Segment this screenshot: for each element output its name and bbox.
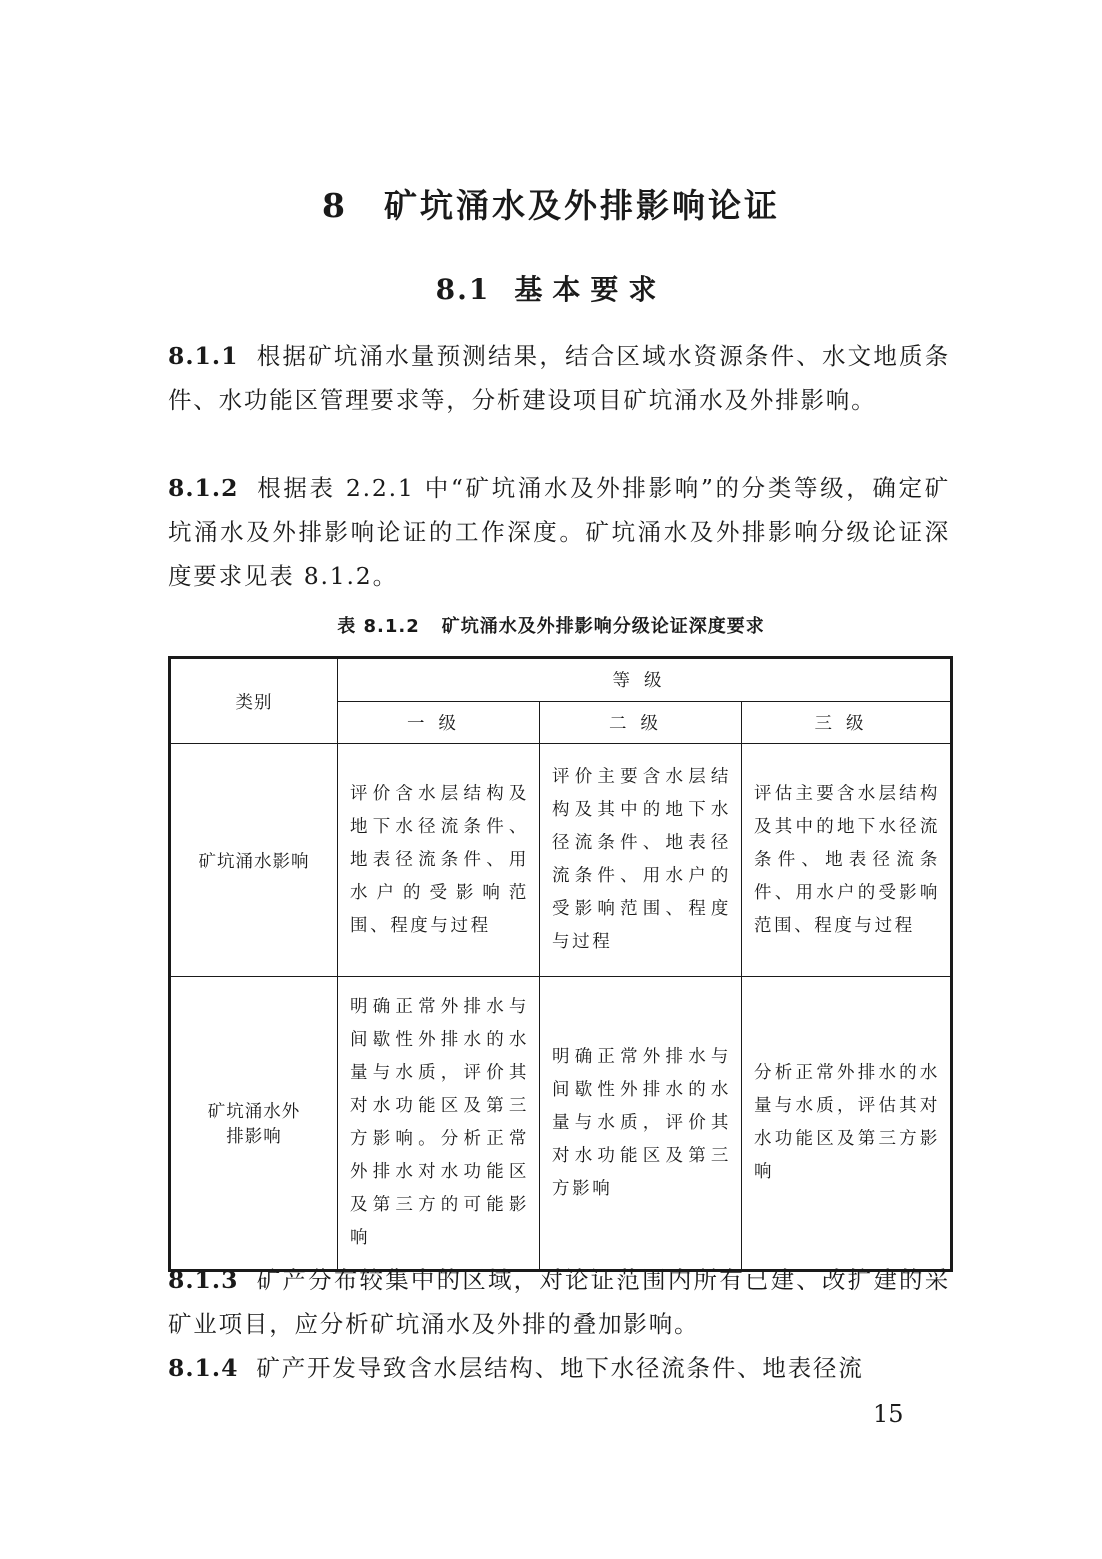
grade-requirements-table <box>168 656 953 1272</box>
clause-8-1-2 <box>168 466 950 598</box>
table-row <box>170 977 952 1271</box>
chapter-number: 8 <box>322 186 348 225</box>
grade-header: 等级 <box>338 658 952 702</box>
page-number: 15 <box>873 1400 904 1428</box>
row-category: 矿坑涌水外排影响 <box>170 977 338 1271</box>
clause-8-1-3 <box>168 1258 950 1346</box>
table-caption-number: 表 8.1.2 <box>337 616 420 637</box>
table-cell: 明确正常外排水与间歇性外排水的水量与水质，评价其对水功能区及第三方影响 <box>540 977 742 1271</box>
clause-number: 8.1.4 <box>168 1354 239 1382</box>
clause-text: 矿产开发导致含水层结构、地下水径流条件、地表径流 <box>256 1354 864 1382</box>
table-cell: 明确正常外排水与间歇性外排水的水量与水质，评价其对水功能区及第三方影响。分析正常外排水对水功能区及第三方的可能影响 <box>338 977 540 1271</box>
table-header-row <box>170 658 952 702</box>
row-category: 矿坑涌水影响 <box>170 744 338 977</box>
table-cell: 分析正常外排水的水量与水质，评估其对水功能区及第三方影响 <box>742 977 952 1271</box>
clause-number: 8.1.3 <box>168 1266 239 1294</box>
table-caption <box>0 612 1102 638</box>
category-header: 类别 <box>170 658 338 744</box>
clause-number: 8.1.2 <box>168 474 239 502</box>
table-row <box>170 744 952 977</box>
table-caption-title: 矿坑涌水及外排影响分级论证深度要求 <box>441 616 765 637</box>
grade-2-header: 二级 <box>540 701 742 743</box>
table-cell: 评价含水层结构及地下水径流条件、地表径流条件、用水户的受影响范围、程度与过程 <box>338 744 540 977</box>
table-cell: 评估主要含水层结构及其中的地下水径流条件、地表径流条件、用水户的受影响范围、程度与过程 <box>742 744 952 977</box>
grade-1-header: 一级 <box>338 701 540 743</box>
section-number: 8.1 <box>435 273 491 306</box>
clause-8-1-1 <box>168 334 950 422</box>
clause-text: 根据矿坑涌水量预测结果，结合区域水资源条件、水文地质条件、水功能区管理要求等，分析建设项目矿坑涌水及外排影响。 <box>168 342 950 414</box>
clause-8-1-4 <box>168 1346 950 1390</box>
grade-3-header: 三级 <box>742 701 952 743</box>
chapter-title <box>0 180 1102 227</box>
chapter-title-text: 矿坑涌水及外排影响论证 <box>383 186 780 225</box>
section-title-text: 基本要求 <box>514 273 667 306</box>
section-title <box>0 268 1102 308</box>
clause-number: 8.1.1 <box>168 342 239 370</box>
table-cell: 评价主要含水层结构及其中的地下水径流条件、地表径流条件、用水户的受影响范围、程度与过程 <box>540 744 742 977</box>
clause-text: 根据表 2.2.1 中“矿坑涌水及外排影响”的分类等级，确定矿坑涌水及外排影响论证的工作深度。矿坑涌水及外排影响分级论证深度要求见表 8.1.2。 <box>168 474 950 590</box>
clause-text: 矿产分布较集中的区域，对论证范围内所有已建、改扩建的采矿业项目，应分析矿坑涌水及外排的叠加影响。 <box>168 1266 950 1338</box>
